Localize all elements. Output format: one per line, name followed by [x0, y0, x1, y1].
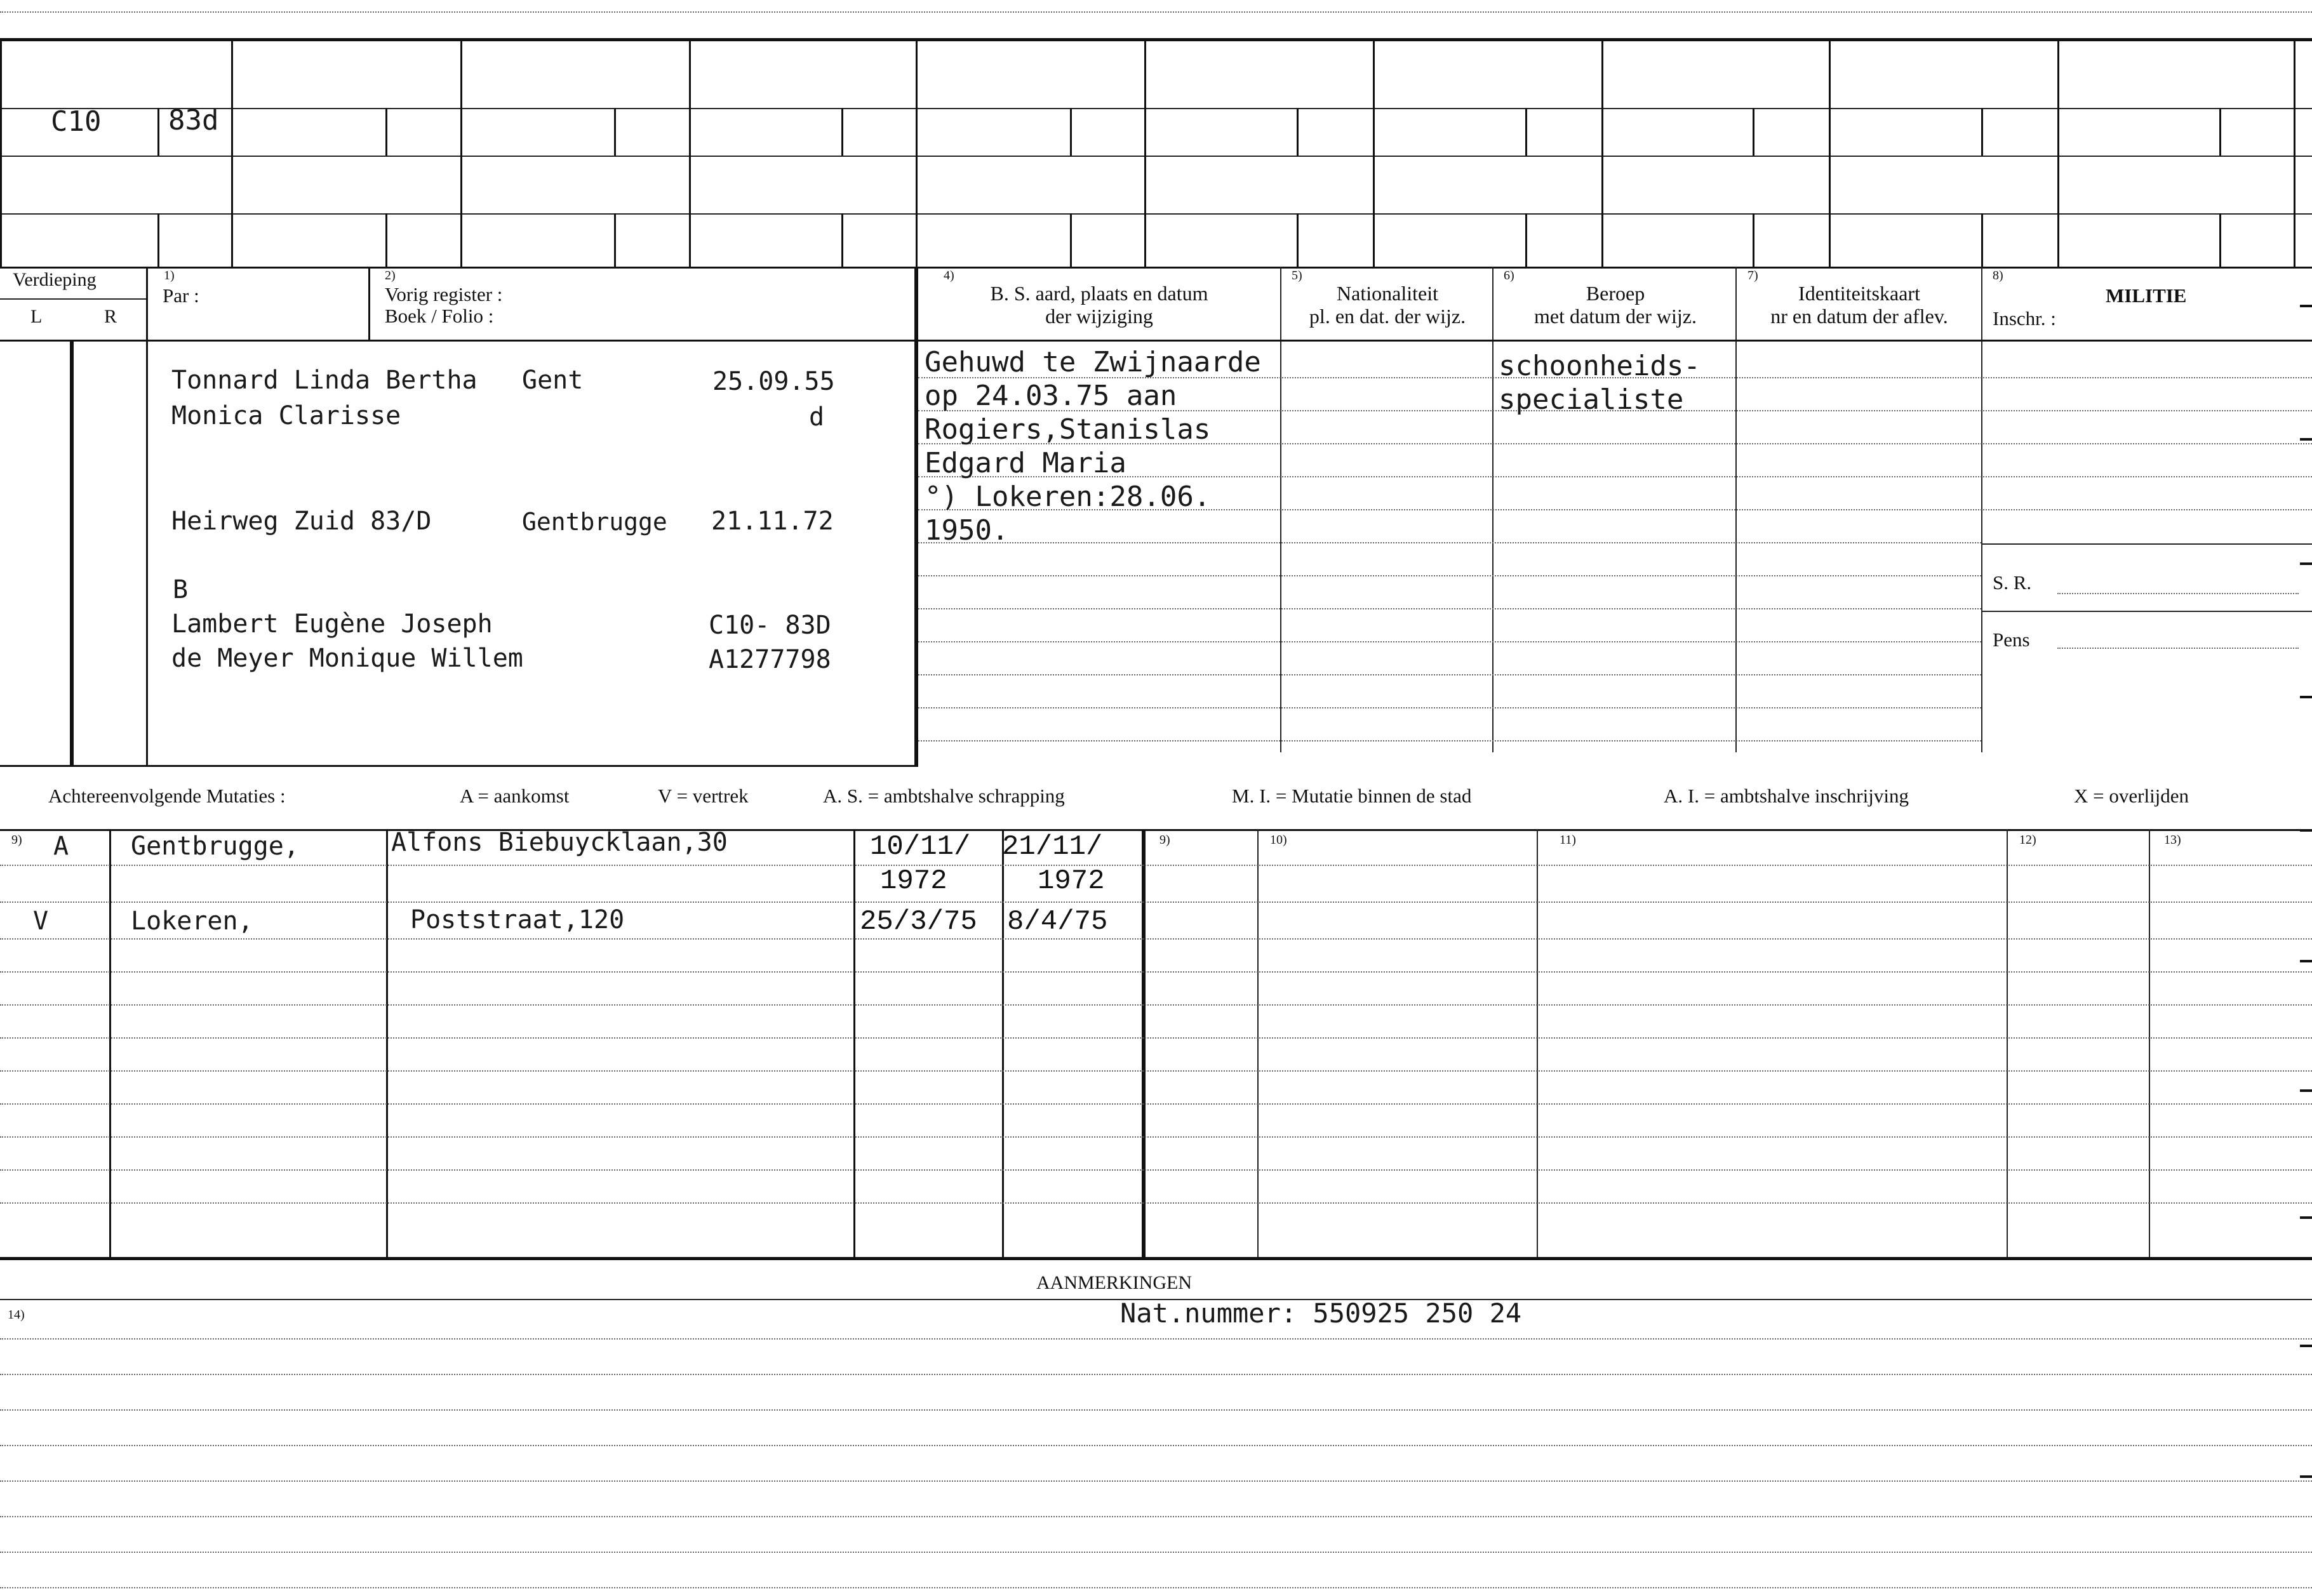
grid-v — [2057, 38, 2059, 267]
grid-v — [841, 213, 843, 267]
grid-v — [1070, 213, 1072, 267]
id-header-line1: Identiteitskaart — [1798, 282, 1920, 305]
dot-line — [0, 1552, 2312, 1553]
edge-tick — [2300, 1345, 2312, 1347]
row-line — [0, 267, 2312, 269]
person-birthdate: 25.09.55 — [712, 367, 835, 396]
mutations-title: Achtereenvolgende Mutaties : — [48, 785, 286, 807]
note-9b: 9) — [1159, 833, 1170, 847]
grid-v — [460, 38, 462, 267]
dot-line — [918, 641, 1981, 642]
mutation-place: Lokeren, — [131, 907, 253, 936]
person-name1: Tonnard Linda Bertha — [171, 366, 478, 395]
row-line — [1982, 543, 2312, 545]
grid-v — [1525, 108, 1527, 156]
boek-folio-label: Boek / Folio : — [385, 305, 494, 327]
person-address: Heirweg Zuid 83/D — [171, 507, 432, 536]
beroep-header — [1495, 282, 1736, 328]
grid-v — [1981, 108, 1983, 156]
grid-v — [841, 108, 843, 156]
grid-v — [1981, 213, 1983, 267]
grid-v — [385, 108, 387, 156]
dot-line — [0, 938, 2312, 940]
mutation-type: V — [33, 907, 49, 936]
edge-tick — [2300, 562, 2312, 565]
mutation-street: Alfons Biebuycklaan,30 — [391, 828, 728, 857]
note-14: 14) — [8, 1308, 25, 1322]
beroep-header-line2: met datum der wijz. — [1534, 305, 1697, 328]
father-ref: C10- 83D — [709, 611, 831, 640]
legend-as: A. S. = ambtshalve schrapping — [823, 785, 1065, 807]
dot-line — [0, 901, 2312, 903]
grid-v — [2219, 108, 2221, 156]
r-label: R — [104, 306, 117, 327]
dot-line — [0, 1169, 2312, 1171]
grid-v — [1297, 108, 1299, 156]
grid-v — [1070, 108, 1072, 156]
identiteitskaart-header — [1737, 282, 1981, 328]
grid-v — [916, 38, 918, 267]
row-line — [0, 213, 2312, 215]
dot-line — [0, 1338, 2312, 1340]
militie-label: MILITIE — [2106, 284, 2187, 307]
grid-v — [614, 213, 616, 267]
grid-v — [2294, 38, 2295, 267]
grid-v — [689, 38, 691, 267]
legend-ai: A. I. = ambtshalve inschrijving — [1664, 785, 1909, 807]
grid-v — [1002, 829, 1004, 1257]
civil-status-line: Edgard Maria — [925, 447, 1126, 479]
grid-v — [916, 340, 918, 765]
dot-line — [0, 1445, 2312, 1446]
top-border — [0, 38, 2312, 41]
person-bottom — [0, 765, 918, 767]
note-5: 5) — [1292, 269, 1302, 283]
mutation-place: Gentbrugge, — [131, 832, 299, 861]
dot-line — [0, 1037, 2312, 1039]
grid-v — [2219, 213, 2221, 267]
note-8: 8) — [1993, 269, 2003, 283]
note-2: 2) — [385, 269, 396, 283]
grid-v — [386, 829, 388, 1257]
header-bottom — [0, 340, 2312, 342]
dot-line — [0, 1202, 2312, 1204]
mutation-date1: 10/11/ — [870, 831, 971, 863]
note-10: 10) — [1270, 833, 1287, 847]
dot-line — [2057, 593, 2299, 594]
civil-status-line: op 24.03.75 aan — [925, 380, 1177, 412]
grid-v — [157, 213, 159, 267]
civil-status-line: °) Lokeren:28.06. — [925, 481, 1211, 513]
edge-tick — [2300, 438, 2312, 441]
grid-v — [0, 38, 2, 267]
note-13: 13) — [2164, 833, 2181, 847]
edge-tick — [2300, 829, 2312, 832]
edge-tick — [2300, 305, 2312, 307]
beroep-header-line1: Beroep — [1586, 282, 1645, 305]
dot-line — [0, 1004, 2312, 1006]
mutation-date1: 25/3/75 — [860, 906, 977, 938]
dot-line — [0, 1070, 2312, 1072]
person-name2: Monica Clarisse — [171, 401, 401, 430]
dot-line — [918, 674, 1981, 675]
grid-v — [70, 340, 74, 765]
civil-status-line: Gehuwd te Zwijnaarde — [925, 346, 1261, 378]
person-address-city: Gentbrugge — [522, 508, 667, 536]
grid-v — [1257, 829, 1259, 1257]
note-12: 12) — [2019, 833, 2036, 847]
code-letters: C10 — [51, 105, 102, 138]
legend-mi: M. I. = Mutatie binnen de stad — [1232, 785, 1472, 807]
mutation-date2: 21/11/ — [1002, 831, 1103, 863]
mutation-date2-year: 1972 — [1038, 865, 1105, 897]
note-9a: 9) — [11, 833, 22, 847]
bs-header-line1: B. S. aard, plaats en datum — [990, 282, 1208, 305]
occupation-line: schoonheids- — [1499, 350, 1701, 382]
note-11: 11) — [1560, 833, 1576, 847]
dot-line — [918, 608, 1981, 609]
row-line — [0, 108, 2312, 109]
edge-tick — [2300, 1475, 2312, 1478]
legend-v: V = vertrek — [658, 785, 749, 807]
sr-label: S. R. — [1993, 571, 2032, 594]
grid-v — [1829, 38, 1831, 267]
grid-v — [1525, 213, 1527, 267]
occupation-text — [1499, 349, 1701, 416]
remarks-title: AANMERKINGEN — [1036, 1272, 1192, 1293]
mutation-type: A — [53, 832, 69, 861]
grid-v — [1601, 38, 1603, 267]
edge-tick — [2300, 696, 2312, 698]
grid-v — [1297, 213, 1299, 267]
bs-header-line2: der wijziging — [1045, 305, 1153, 328]
dot-line — [0, 1374, 2312, 1375]
verdieping-label: Verdieping — [13, 269, 97, 290]
grid-v — [1753, 213, 1754, 267]
dot-line — [0, 1103, 2312, 1105]
row-line — [1982, 611, 2312, 612]
inschr-label: Inschr. : — [1993, 307, 2056, 329]
grid-v — [231, 38, 233, 267]
person-suffix: d — [809, 402, 825, 432]
grid-v — [1753, 108, 1754, 156]
grid-v — [2149, 829, 2150, 1257]
pens-label: Pens — [1993, 628, 2030, 651]
mut-bottom — [0, 1257, 2312, 1260]
nat-header-line2: pl. en dat. der wijz. — [1309, 305, 1466, 328]
grid-v — [109, 829, 111, 1257]
mother-ref: A1277798 — [709, 645, 831, 674]
dot-line — [918, 740, 1981, 741]
edge-tick — [2300, 1216, 2312, 1219]
par-label: Par : — [163, 284, 199, 307]
grid-v — [368, 267, 370, 340]
l-label: L — [30, 306, 43, 327]
edge-tick — [2300, 960, 2312, 962]
person-address-date: 21.11.72 — [711, 507, 834, 536]
grid-v — [385, 213, 387, 267]
father-name: Lambert Eugène Joseph — [171, 609, 493, 639]
top-edge — [0, 11, 2312, 13]
occupation-line: specialiste — [1499, 383, 1684, 416]
grid-v — [614, 108, 616, 156]
vorig-register-label: Vorig register : — [385, 283, 503, 305]
civil-status-line: 1950. — [925, 514, 1009, 547]
note-4: 4) — [944, 269, 954, 283]
dot-line — [0, 1587, 2312, 1588]
dot-line — [918, 575, 1981, 576]
grid-v — [1373, 38, 1375, 267]
grid-v — [1537, 829, 1538, 1257]
grid-v — [1144, 38, 1146, 267]
note-7: 7) — [1747, 269, 1758, 283]
dot-line — [0, 1516, 2312, 1517]
grid-v — [853, 829, 855, 1257]
grid-v — [1142, 829, 1146, 1257]
dot-line — [0, 1136, 2312, 1138]
dot-line — [0, 865, 2312, 866]
dot-line — [2057, 648, 2299, 649]
id-header-line2: nr en datum der aflev. — [1770, 305, 1948, 328]
row-line — [0, 156, 2312, 157]
civil-status-line: Rogiers,Stanislas — [925, 413, 1211, 446]
mother-name: de Meyer Monique Willem — [171, 644, 523, 673]
edge-tick — [2300, 1089, 2312, 1092]
dot-line — [0, 1409, 2312, 1411]
mutation-date1-year: 1972 — [880, 865, 947, 897]
mutation-street: Poststraat,120 — [410, 905, 625, 934]
grid-v — [157, 108, 159, 156]
note-6: 6) — [1504, 269, 1514, 283]
grid-v — [2007, 829, 2008, 1257]
national-number: Nat.nummer: 550925 250 24 — [1120, 1298, 1522, 1329]
civil-status-text — [925, 345, 1261, 547]
dot-line — [0, 971, 2312, 973]
bs-header — [918, 282, 1280, 328]
nationaliteit-header — [1283, 282, 1492, 328]
legend-x: X = overlijden — [2074, 785, 2189, 807]
code-number: 83d — [168, 104, 219, 136]
legend-a: A = aankomst — [460, 785, 570, 807]
dot-line — [918, 707, 1981, 708]
note-1: 1) — [164, 269, 175, 283]
mut-top — [0, 829, 2312, 831]
parents-mark: B — [173, 575, 189, 604]
mutation-date2: 8/4/75 — [1007, 906, 1108, 938]
person-birthplace: Gent — [522, 366, 584, 395]
dot-line — [0, 1480, 2312, 1482]
row-line — [0, 298, 146, 300]
nat-header-line1: Nationaliteit — [1337, 282, 1438, 305]
